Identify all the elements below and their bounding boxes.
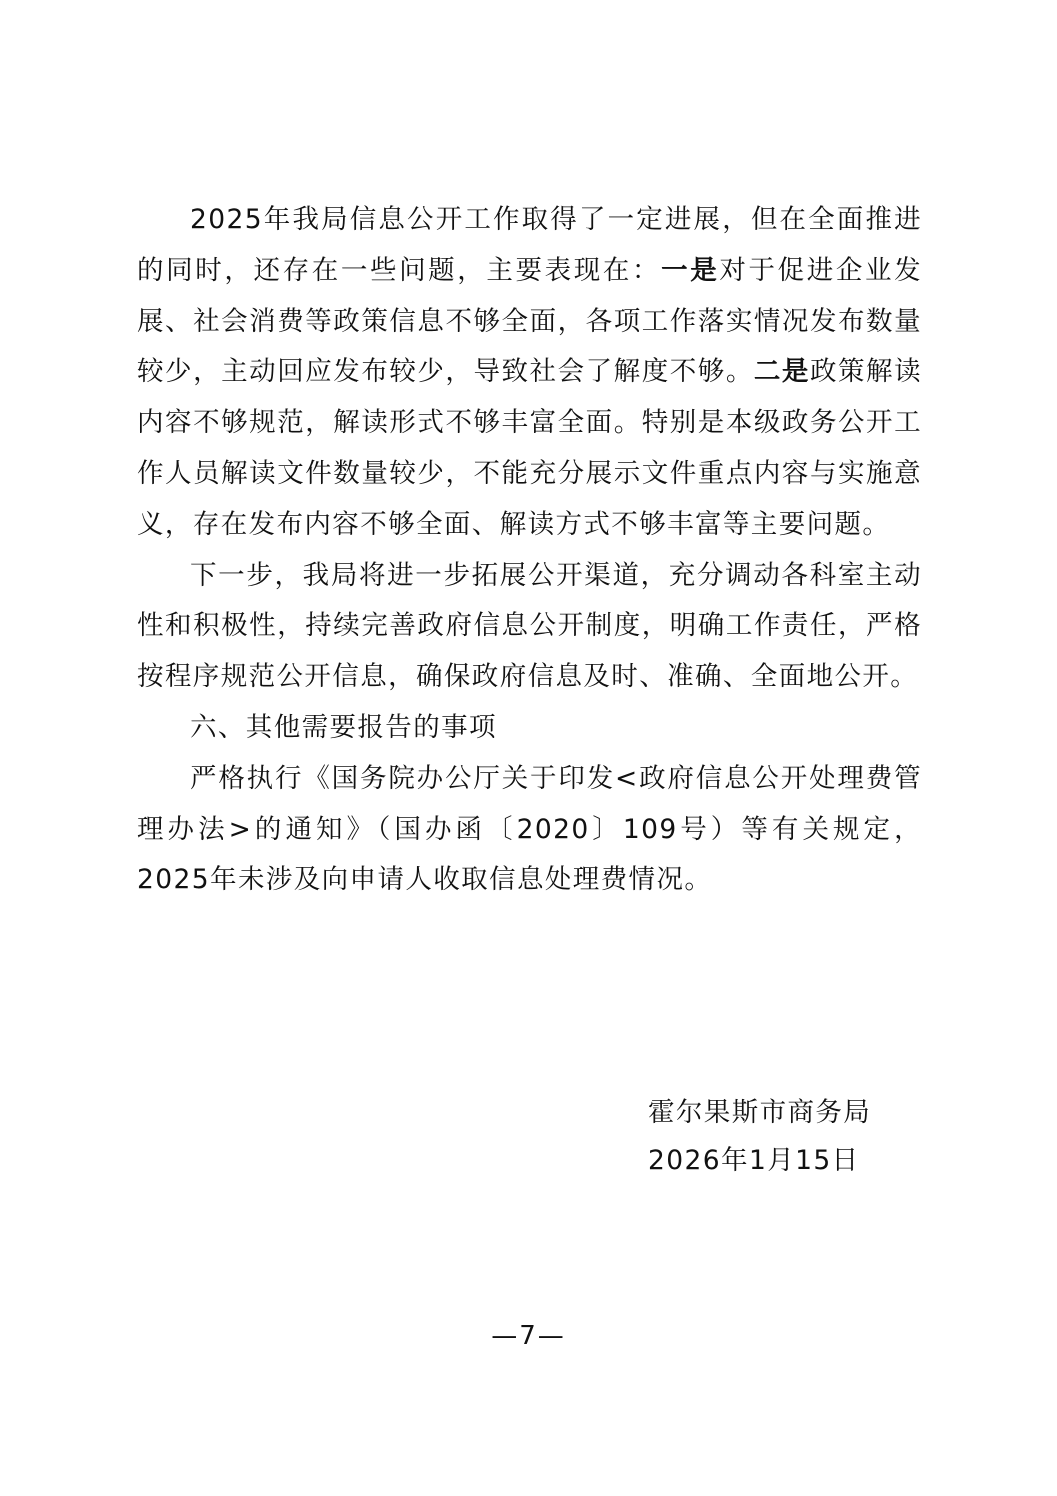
point-one-text: 对于促进企业发展、社会消费等政策信息不够全面，各项工作落实情况发布数量较少，主动回应发布较少，导致社会了解度不够。 [137, 254, 922, 388]
paragraph-next-steps: 下一步，我局将进一步拓展公开渠道，充分调动各科室主动性和积极性，持续完善政府信息公开制度，明确工作责任，严格按程序规范公开信息，确保政府信息及时、准确、全面地公开。 [137, 559, 922, 693]
page-number: —7— [491, 1321, 566, 1351]
point-two-text: 政策解读内容不够规范，解读形式不够丰富全面。特别是本级政务公开工作人员解读文件数量较少，不能充分展示文件重点内容与实施意义，存在发布内容不够全面、解读方式不够丰富等主要问题。 [137, 356, 922, 540]
section-heading: 六、其他需要报告的事项 [190, 711, 497, 743]
paragraph-problems [137, 195, 922, 551]
problems-lead: 2025年我局信息公开工作取得了一定进展，但在全面推进的同时，还存在一些问题，主要表现在： [137, 204, 922, 286]
paragraph-other-matters: 严格执行《国务院办公厅关于印发<政府信息公开处理费管理办法>的通知》（国办函〔2020〕109号）等有关规定，2025年未涉及向申请人收取信息处理费情况。 [137, 762, 922, 896]
point-one-marker: 一是 [661, 254, 720, 286]
point-two-marker: 二是 [753, 356, 810, 388]
signature-block [648, 1089, 871, 1185]
signature-date: 2026年1月15日 [648, 1145, 860, 1176]
signature-organization: 霍尔果斯市商务局 [648, 1097, 872, 1128]
document-body [137, 195, 922, 906]
